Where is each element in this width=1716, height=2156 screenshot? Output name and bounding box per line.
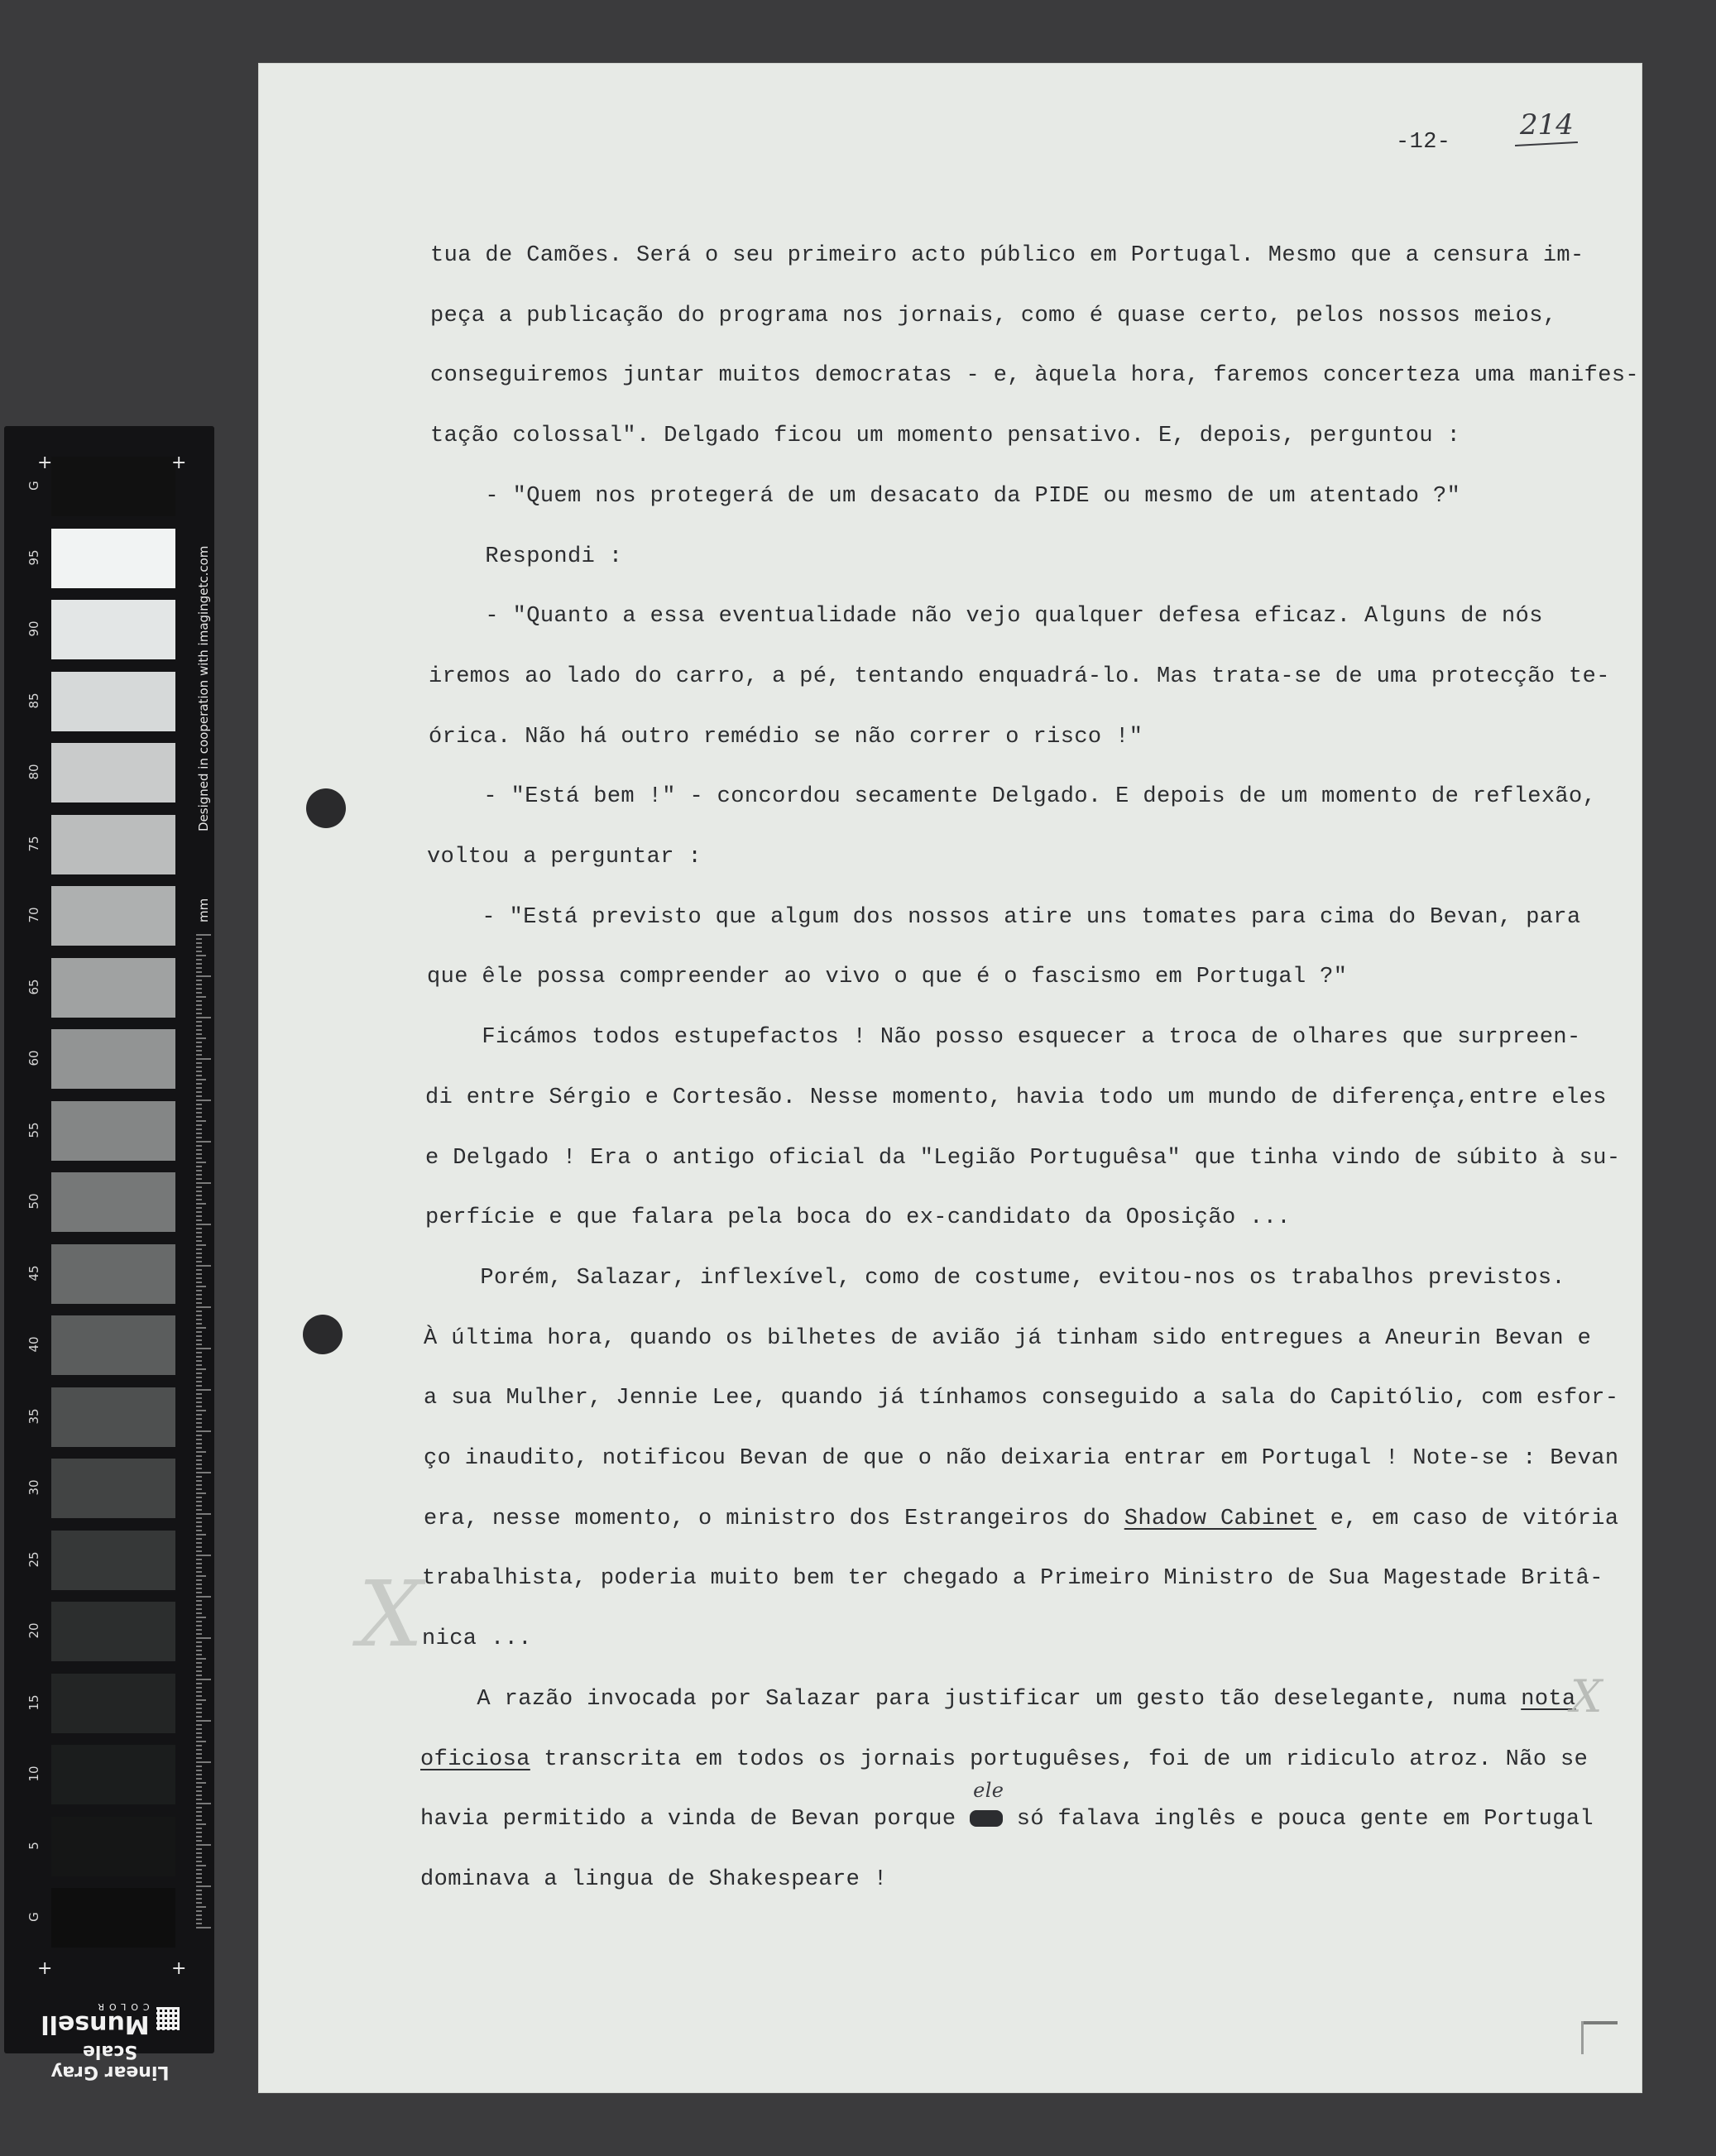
gray-scale-label: 15: [26, 1694, 41, 1711]
gray-scale-label: 40: [26, 1336, 41, 1353]
text-line: nica ...: [422, 1627, 532, 1652]
text-line: [424, 1507, 1618, 1531]
gray-patch: [51, 1602, 175, 1661]
gray-patch: [51, 1387, 175, 1447]
text-fragment: havia permitido a vinda de Bevan porque: [420, 1807, 971, 1833]
text-line: [420, 1747, 1588, 1772]
corner-mark: [1581, 2021, 1584, 2054]
text-line: conseguiremos juntar muitos democratas - e, àquela hora, faremos concerteza uma manifes-: [430, 363, 1640, 389]
gray-scale-label: G: [26, 481, 41, 491]
text-line: di entre Sérgio e Cortesão. Nesse momento, havia todo um mundo de diferença,entre eles: [425, 1085, 1607, 1110]
credit-text: Designed in cooperation with imagingetc.com: [196, 545, 211, 831]
corner-mark: [1581, 2021, 1618, 2024]
gray-scale-label: 30: [26, 1479, 41, 1496]
text-line: - "Está bem !" - concordou secamente Delgado. E depois de um momento de reflexão,: [429, 784, 1597, 810]
gray-scale-label: 80: [26, 764, 41, 780]
ruler-unit: mm: [196, 898, 211, 922]
text-line: ço inaudito, notificou Bevan de que o não deixaria entrar em Portugal ! Note-se : Bevan: [424, 1446, 1619, 1471]
gray-patch: [51, 886, 175, 946]
underlined-term: nota: [1521, 1686, 1576, 1712]
gray-patch: [51, 1029, 175, 1089]
text-line: e Delgado ! Era o antigo oficial da "Legião Portuguêsa" que tinha vindo de súbito à su-: [425, 1145, 1621, 1171]
gray-patch: [51, 743, 175, 803]
plus-mark: +: [171, 453, 187, 473]
gray-scale-label: 35: [26, 1407, 41, 1425]
gray-scale-label: 45: [26, 1264, 41, 1282]
millimeter-ruler: [196, 931, 213, 1932]
text-line: voltou a perguntar :: [427, 845, 702, 870]
gray-patch: [51, 958, 175, 1018]
underlined-term: oficiosa: [420, 1746, 530, 1772]
gray-scale-label: 55: [26, 1121, 41, 1138]
brand-sub: COLOR: [93, 2001, 150, 2012]
text-line: - "Quem nos protegerá de um desacato da PIDE ou mesmo de um atentado ?": [430, 483, 1461, 509]
gray-scale-label: 25: [26, 1550, 41, 1568]
gray-patch: [51, 1531, 175, 1590]
text-fragment: transcrita em todos os jornais portuguêses, foi de um ridiculo atroz. Não se: [530, 1746, 1589, 1772]
text-line: trabalhista, poderia muito bem ter chegado a Primeiro Ministro de Sua Magestade Britâ-: [422, 1566, 1603, 1592]
archive-number-underline: [1515, 141, 1578, 146]
text-line: Porém, Salazar, inflexível, como de costume, evitou-nos os trabalhos previstos.: [425, 1265, 1566, 1291]
archive-number: 214: [1520, 108, 1574, 141]
gray-scale-label: G: [26, 1912, 41, 1922]
page-number: -12-: [1396, 130, 1451, 155]
gray-patch: [51, 1244, 175, 1304]
gray-scale-label: 95: [26, 549, 41, 566]
text-fragment: só falava inglês e pouca gente em Portugal: [1003, 1807, 1594, 1833]
gray-patch: [51, 600, 175, 659]
plus-mark: +: [37, 453, 53, 473]
text-line: tua de Camões. Será o seu primeiro acto público em Portugal. Mesmo que a censura im-: [430, 243, 1584, 268]
gray-scale-label: 65: [26, 978, 41, 995]
gray-patch: [51, 1459, 175, 1518]
text-line: À última hora, quando os bilhetes de avião já tinham sido entregues a Aneurin Bevan e: [424, 1325, 1592, 1351]
text-line: tação colossal". Delgado ficou um momento pensativo. E, depois, perguntou :: [430, 424, 1461, 449]
munsell-logo-icon: [156, 2008, 180, 2031]
text-line: - "Está previsto que algum dos nossos atire uns tomates para cima do Bevan, para: [427, 904, 1581, 930]
text-line: que êle possa compreender ao vivo o que é o fascismo em Portugal ?": [427, 965, 1348, 990]
gray-patch: [51, 457, 175, 516]
gray-scale-label: 85: [26, 692, 41, 709]
gray-patch: [51, 1817, 175, 1876]
punch-hole: [306, 788, 346, 828]
text-line: peça a publicação do programa nos jornais, como é quase certo, pelos nossos meios,: [430, 303, 1557, 328]
margin-mark-right: X: [1570, 1670, 1603, 1722]
gray-scale-label: 60: [26, 1050, 41, 1066]
text-fragment: A razão invocada por Salazar para justificar um gesto tão deselegante, numa: [422, 1686, 1522, 1712]
munsell-brand: [27, 2002, 193, 2082]
gray-patch: [51, 815, 175, 874]
gray-patch: [51, 1172, 175, 1232]
margin-mark-left: X: [358, 1561, 424, 1667]
gray-scale-label: 70: [26, 907, 41, 923]
typed-page: [259, 64, 1642, 2092]
punch-hole: [303, 1315, 343, 1354]
gray-patch: [51, 1101, 175, 1161]
text-line: perfície e que falara pela boca do ex-candidato da Oposição ...: [425, 1205, 1291, 1231]
scale-title: Linear Gray Scale: [50, 2041, 170, 2082]
text-line: iremos ao lado do carro, a pé, tentando enquadrá-lo. Mas trata-se de uma protecção te-: [429, 664, 1610, 689]
gray-scale-label: 75: [26, 835, 41, 852]
text-line: órica. Não há outro remédio se não correr o risco !": [429, 724, 1143, 750]
brand-name: Munsell: [41, 2010, 150, 2039]
gray-scale-label: 90: [26, 620, 41, 637]
text-line: a sua Mulher, Jennie Lee, quando já tínhamos conseguido a sala do Capitólio, com esfor-: [424, 1386, 1619, 1411]
ink-blot: [970, 1779, 1004, 1827]
gray-scale-label: 10: [26, 1766, 41, 1782]
gray-scale-label: 50: [26, 1193, 41, 1210]
gray-patch: [51, 1888, 175, 1948]
text-line: - "Quanto a essa eventualidade não vejo qualquer defesa eficaz. Alguns de nós: [430, 604, 1543, 630]
text-fragment: era, nesse momento, o ministro dos Estrangeiros do: [424, 1506, 1124, 1531]
gray-patch: [51, 1745, 175, 1804]
plus-mark: +: [171, 1958, 187, 1979]
text-line: Respondi :: [430, 544, 623, 569]
text-line: Ficámos todos estupefactos ! Não posso esquecer a troca de olhares que surpreen-: [427, 1025, 1581, 1051]
gray-patch: [51, 1315, 175, 1375]
gray-scale-label: 20: [26, 1622, 41, 1639]
plus-mark: +: [37, 1958, 53, 1979]
gray-patch: [51, 529, 175, 588]
gray-scale-label: 5: [26, 1841, 41, 1850]
underlined-term: Shadow Cabinet: [1124, 1506, 1317, 1531]
gray-patch: [51, 1674, 175, 1733]
handwritten-insert: ele: [973, 1779, 1004, 1803]
text-line: [422, 1687, 1576, 1712]
text-line: [420, 1779, 1594, 1833]
gray-scale-card: [4, 426, 214, 2082]
text-line: dominava a lingua de Shakespeare !: [420, 1866, 888, 1892]
gray-patch: [51, 672, 175, 731]
text-fragment: e, em caso de vitória: [1316, 1506, 1619, 1531]
